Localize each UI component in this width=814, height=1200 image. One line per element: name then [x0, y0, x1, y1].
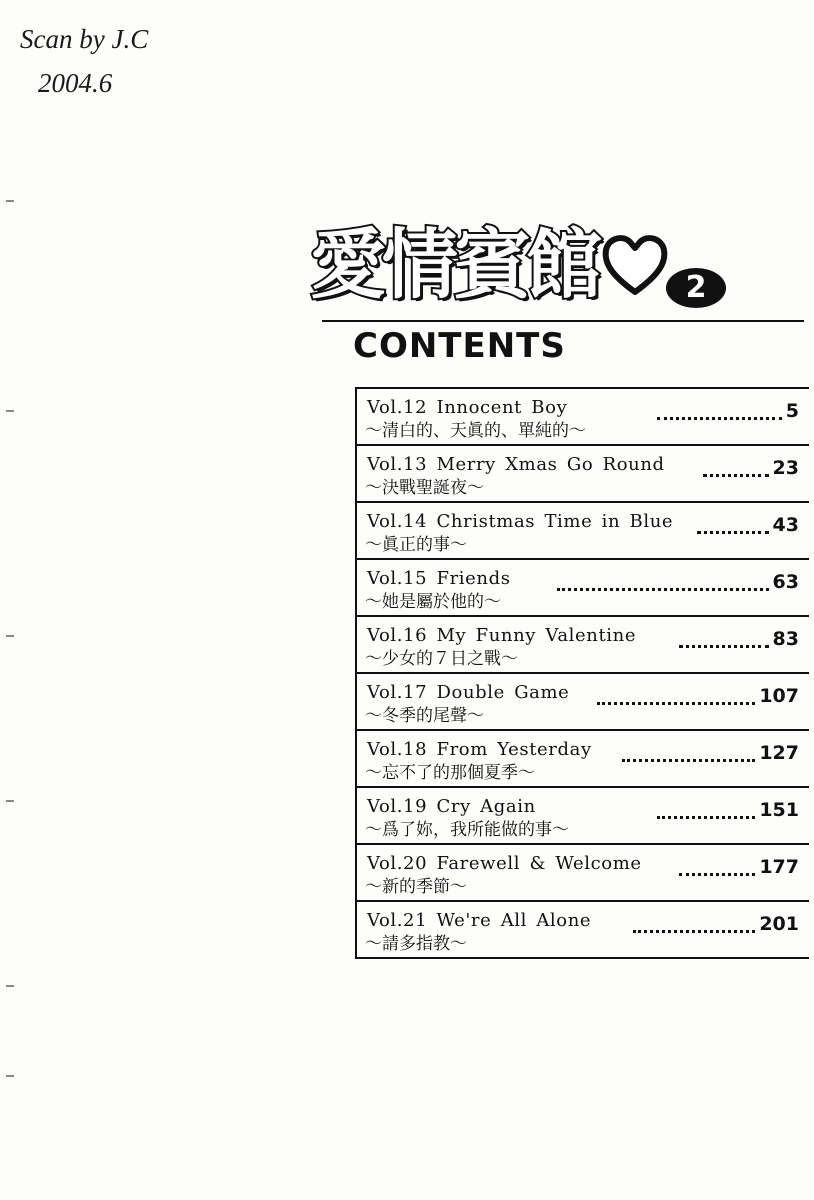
toc-entry-page: 5 — [785, 400, 799, 422]
toc-leader-dots — [697, 513, 769, 534]
toc-entry-title: Vol.15 Friends — [367, 568, 511, 589]
title-divider — [322, 320, 804, 322]
heart-outline-icon — [600, 230, 670, 300]
toc-entry — [357, 902, 809, 959]
toc-leader-dots — [679, 855, 755, 876]
toc-leader-dots — [633, 912, 755, 933]
toc-entry-page: 107 — [759, 685, 799, 707]
toc-entry-title: Vol.21 We're All Alone — [367, 910, 592, 931]
scan-mark — [6, 635, 14, 637]
toc-leader-dots — [703, 456, 769, 477]
table-of-contents — [355, 387, 809, 959]
toc-entry-page: 43 — [772, 514, 799, 536]
toc-entry-subtitle: ～冬季的尾聲～ — [365, 706, 484, 726]
toc-entry-subtitle: ～清白的、天眞的、單純的～ — [365, 421, 586, 441]
toc-entry — [357, 389, 809, 446]
scan-mark — [6, 800, 14, 802]
toc-entry-subtitle: ～眞正的事～ — [365, 535, 467, 555]
toc-entry-subtitle: ～爲了妳，我所能做的事～ — [365, 820, 569, 840]
toc-entry-title: Vol.19 Cry Again — [367, 796, 536, 817]
toc-entry — [357, 731, 809, 788]
toc-entry-subtitle: ～請多指教～ — [365, 934, 467, 954]
toc-entry-page: 201 — [759, 913, 799, 935]
scan-mark — [6, 1075, 14, 1077]
toc-entry-title: Vol.12 Innocent Boy — [367, 397, 568, 418]
toc-entry-page: 151 — [759, 799, 799, 821]
toc-entry-title: Vol.20 Farewell & Welcome — [367, 853, 642, 874]
scan-mark — [6, 410, 14, 412]
toc-entry — [357, 617, 809, 674]
toc-entry — [357, 674, 809, 731]
book-title-text: 愛情賓館 — [310, 220, 598, 309]
toc-entry-title: Vol.16 My Funny Valentine — [367, 625, 637, 646]
toc-entry-page: 23 — [772, 457, 799, 479]
scan-mark — [6, 985, 14, 987]
toc-entry-page: 177 — [759, 856, 799, 878]
toc-entry-subtitle: ～新的季節～ — [365, 877, 467, 897]
toc-leader-dots — [557, 570, 769, 591]
toc-entry-title: Vol.17 Double Game — [367, 682, 570, 703]
volume-badge: 2 — [666, 268, 726, 308]
toc-leader-dots — [657, 798, 755, 819]
toc-entry-title: Vol.13 Merry Xmas Go Round — [367, 454, 665, 475]
scan-date: 2004.6 — [38, 68, 113, 98]
toc-entry — [357, 845, 809, 902]
toc-entry — [357, 503, 809, 560]
scan-credit: Scan by J.C — [20, 24, 149, 54]
toc-entry-page: 83 — [772, 628, 799, 650]
toc-leader-dots — [679, 627, 769, 648]
toc-leader-dots — [597, 684, 755, 705]
toc-entry-subtitle: ～決戰聖誕夜～ — [365, 478, 484, 498]
toc-leader-dots — [657, 399, 782, 420]
book-title — [310, 222, 670, 308]
toc-leader-dots — [622, 741, 755, 762]
toc-entry-page: 63 — [772, 571, 799, 593]
toc-entry — [357, 560, 809, 617]
toc-entry — [357, 446, 809, 503]
toc-entry-subtitle: ～她是屬於他的～ — [365, 592, 501, 612]
toc-entry-title: Vol.18 From Yesterday — [367, 739, 592, 760]
toc-entry-subtitle: ～忘不了的那個夏季～ — [365, 763, 535, 783]
toc-entry-page: 127 — [759, 742, 799, 764]
toc-entry-subtitle: ～少女的７日之戰～ — [365, 649, 518, 669]
toc-entry — [357, 788, 809, 845]
toc-entry-title: Vol.14 Christmas Time in Blue — [367, 511, 674, 532]
scan-mark — [6, 200, 14, 202]
contents-heading: CONTENTS — [353, 326, 566, 366]
